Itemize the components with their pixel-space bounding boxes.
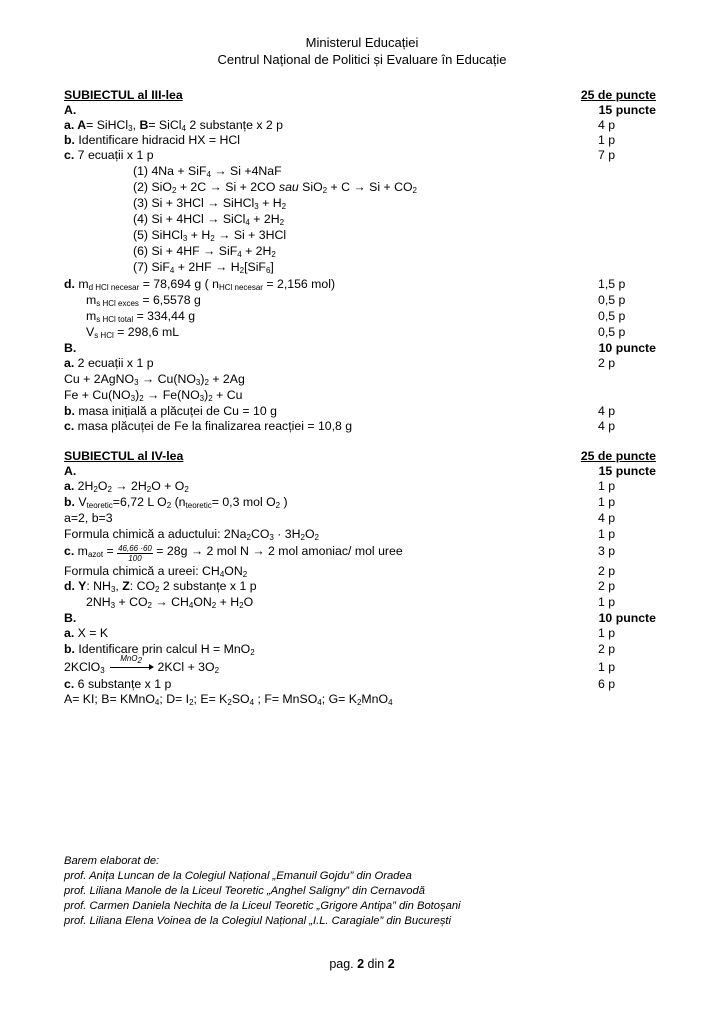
s3-A-row [64, 103, 656, 118]
s4-total: 25 de puncte [580, 449, 656, 463]
text: 2KClO [64, 660, 101, 674]
s4-A-row [64, 464, 656, 479]
text: = 0,3 mol O [211, 495, 276, 509]
item-label: a. [64, 118, 75, 132]
s3-B-row [64, 341, 656, 356]
s4-A-d2-row: $2NH_3 + CO_2 \to CH_4ON_2 + H_2O$ [86, 595, 254, 610]
s3-total: 25 de puncte [580, 88, 656, 102]
text: ; F= MnSO [254, 692, 318, 706]
text: (6) Si + 4HF → SiF [133, 244, 238, 258]
subscript: d HCl necesar [88, 283, 140, 292]
catalyst-arrow [108, 654, 154, 675]
points: 1 p [598, 660, 616, 674]
denominator: 100 [128, 554, 142, 563]
text: SiO [298, 180, 323, 194]
item-label: a. [64, 356, 75, 370]
text: = [103, 544, 118, 558]
s4-B-eq-row: 2KClO$_3$ MnO$_2$ $2KCl + 3O_2$ 1 p [64, 660, 656, 676]
s3-B-eq2: $Fe + Cu(NO_3)_2 \to Fe(NO_3)_2 + Cu$ [64, 388, 243, 403]
points: 4 p [598, 511, 616, 525]
equation-7: (7) $SiF_4 + 2HF \to H_2[SiF_6]$ [133, 260, 274, 275]
points: 1,5 p [598, 277, 626, 291]
text: MnO [361, 692, 389, 706]
text: m [86, 293, 97, 307]
text: + H [258, 196, 282, 210]
points: 2 p [598, 642, 616, 656]
text: 2H [74, 479, 94, 493]
footer-author-2: prof. Liliana Manole de la Liceul Teoretic „Anghel Saligny” din Cernavodă [64, 885, 425, 897]
s4-A-label: A. [64, 464, 77, 478]
text: (3) Si + 3HCl → SiHCl [133, 196, 255, 210]
s3-A-d2-points-row [64, 293, 656, 308]
points: 2 p [598, 579, 616, 593]
text: O [243, 595, 254, 609]
footer-author-1: prof. Anița Luncan de la Colegiul Național „Emanuil Gojdu” din Oradea [64, 870, 412, 882]
header-center: Centrul Național de Politici și Evaluare în Educație [217, 52, 507, 67]
item-label: c. [64, 677, 75, 691]
text: ) [280, 495, 288, 509]
text: = 78,694 g ( n [139, 277, 219, 291]
text: : NH [86, 579, 111, 593]
s3-A-a-row: a. A= SiHCl$_3$, B= SiCl$_4$ 2 substanțe x 2 p 4 p [64, 118, 656, 133]
item-label: c. [64, 544, 75, 558]
text: Formula chimică a aductului: 2Na [64, 527, 247, 541]
s3-title-row [64, 88, 656, 103]
s3-B-points: 10 puncte [598, 341, 656, 355]
item-label: b. [64, 495, 75, 509]
text: 7 ecuații x 1 p [74, 148, 154, 162]
text: pag. [329, 957, 358, 971]
header-ministry: Ministerul Educației [305, 35, 419, 50]
fraction [117, 544, 153, 563]
text: = 28g → 2 mol N → 2 mol amoniac/ mol uree [152, 544, 403, 558]
item-label: d. [64, 277, 75, 291]
text: ; G= K [321, 692, 357, 706]
total-pages: 2 [387, 957, 395, 971]
text: : CO [129, 579, 156, 593]
s4-A-points: 15 puncte [598, 464, 656, 478]
text: A= KI; B= KMnO [64, 692, 155, 706]
text: (5) SiHCl [133, 228, 183, 242]
text: · 3H [273, 527, 301, 541]
text: m [86, 309, 97, 323]
text: → 2H [111, 479, 147, 493]
text: = 6,5578 g [138, 293, 201, 307]
footer-author-3: prof. Carmen Daniela Nechita de la Liceul Teoretic „Grigore Antipa” din Botoșani [64, 900, 461, 912]
s4-B-b-row: b. Identificare prin calcul H = MnO$_2$ 2 p [64, 642, 656, 657]
text: din [364, 957, 388, 971]
text: + 2Ag [208, 372, 245, 386]
text: (4) Si + 4HCl → SiCl [133, 212, 246, 226]
text: m [74, 277, 89, 291]
text: ) [135, 388, 140, 402]
text: + CO [115, 595, 148, 609]
text: O + O [151, 479, 185, 493]
text: = SiCl [148, 118, 182, 132]
points: 3 p [598, 544, 616, 558]
text: O [97, 479, 108, 493]
text: (7) SiF [133, 260, 170, 274]
text: + H [216, 595, 240, 609]
text: = 2,156 mol) [262, 277, 336, 291]
equation-3: (3) Si + 3HCl → SiHCl$_3$ + $H_2$ [133, 196, 287, 211]
points: 1 p [598, 595, 616, 609]
text: → Fe(NO [143, 388, 200, 402]
item-label: a. [64, 479, 75, 493]
points: 0,5 p [598, 293, 626, 307]
s4-A-b2-row [64, 511, 656, 526]
text: Fe + Cu(NO [64, 388, 131, 402]
text: ON [193, 595, 212, 609]
s3-B-b-row [64, 404, 656, 419]
text: SO [231, 692, 250, 706]
text: + C → Si + CO [327, 180, 413, 194]
s4-title-row [64, 449, 656, 464]
text: Cu + 2AgNO [64, 372, 135, 386]
s4-A-b3-row: Formula chimică a aductului: $2Na_2CO_3 \cdot 3H_2O_2$ 1 p [64, 527, 656, 542]
s4-A-c2-row: Formula chimică a ureei: $CH_4ON_2$ 2 p [64, 564, 656, 579]
substance-label: A [74, 118, 87, 132]
arrow-right-icon [110, 667, 152, 668]
s4-title: SUBIECTUL al IV-lea [64, 449, 184, 463]
s3-A-d1-row [64, 277, 656, 292]
s4-B-row [64, 611, 656, 626]
s3-B-c-row [64, 419, 656, 434]
current-page: 2 [357, 957, 365, 971]
text: masa inițială a plăcuței de Cu = 10 g [74, 404, 277, 418]
s4-B-list-row: A= KI; B= KMnO$_4$; $D= I_2$; $E= K_2SO_4$ ; F= MnSO$_4$; $G= K_2MnO_4$ [64, 692, 393, 707]
text: 6 substanțe x 1 p [74, 677, 172, 691]
item-label: b. [64, 133, 75, 147]
text: V [86, 325, 95, 339]
text: = 298,6 mL [113, 325, 180, 339]
text: ; E= K [193, 692, 228, 706]
text: , [115, 579, 123, 593]
s4-B-label: B. [64, 611, 77, 625]
text: a=2, b=3 [64, 511, 113, 525]
text: masa plăcuței de Fe la finalizarea reacției = 10,8 g [74, 419, 353, 433]
item-label: c. [64, 148, 75, 162]
text: 2 substanțe x 2 p [185, 118, 284, 132]
text: → CH [151, 595, 189, 609]
subscript: s HCl [94, 331, 114, 340]
equation-4: (4) Si + 4HCl → SiCl$_4$ + $2H_2$ [133, 212, 285, 227]
text: =6,72 L O [112, 495, 167, 509]
points: 2 p [598, 564, 616, 578]
s3-A-points: 15 puncte [598, 103, 656, 117]
equation-6: (6) $Si + 4HF \to SiF_4 + 2H_2$ [133, 244, 276, 259]
text: sau [278, 180, 299, 194]
text: Identificare hidracid HX = HCl [74, 133, 240, 147]
points: 1 p [598, 626, 616, 640]
subscript: teoretic [86, 501, 113, 510]
s4-B-c-row [64, 677, 656, 692]
text: ) [200, 372, 205, 386]
s4-A-a-row: a. $2H_2O_2 \to 2H_2O + O_2$ 1 p [64, 479, 656, 494]
text: → Si + 3HCl [214, 228, 287, 242]
points: 1 p [598, 527, 616, 541]
s3-A-b-row [64, 133, 656, 148]
points: 1 p [598, 133, 616, 147]
text: + 2C → Si + 2CO [176, 180, 279, 194]
subscript: s HCl total [96, 315, 134, 324]
s4-A-d2-points-row [64, 595, 656, 610]
text: X = K [74, 626, 109, 640]
equation-2: (2) SiO$_2$ + 2C → Si + 2CO sau $SiO_2 + C \to Si + CO_2$ [133, 180, 417, 195]
s3-A-c-row [64, 148, 656, 163]
points: 7 p [598, 148, 616, 162]
text: , [132, 118, 140, 132]
points: 4 p [598, 419, 616, 433]
points: 2 p [598, 356, 616, 370]
item-label: a. [64, 626, 75, 640]
numerator: 46,66 ·60 [118, 544, 152, 553]
text: Formula chimică a ureei: CH [64, 564, 220, 578]
text: 2 ecuații x 1 p [74, 356, 154, 370]
catalyst-formula: MnO [120, 654, 138, 663]
text: + Cu [212, 388, 243, 402]
text: = 334,44 g [133, 309, 196, 323]
text: O [304, 527, 315, 541]
text: [SiF [244, 260, 266, 274]
text: 2 substanțe x 1 p [159, 579, 257, 593]
subscript: azot [87, 550, 104, 559]
footer-intro: Barem elaborat de: [64, 855, 160, 867]
s3-A-label: A. [64, 103, 77, 117]
s3-A-d4-points-row [64, 325, 656, 340]
item-label: b. [64, 642, 75, 656]
substance-label: B [139, 118, 149, 132]
s4-A-d1-row: d. Y: $NH_3$, Z: $CO_2$ 2 substanțe x 1 p 2 p [64, 579, 656, 594]
text: Identificare prin calcul H = MnO [74, 642, 251, 656]
substance-label: Y [74, 579, 87, 593]
text: 2NH [86, 595, 111, 609]
text: (1) 4Na + SiF [133, 164, 207, 178]
points: 4 p [598, 118, 616, 132]
text: ON [224, 564, 243, 578]
points: 4 p [598, 404, 616, 418]
text: → Si +4NaF [210, 164, 282, 178]
text: + 2H [249, 212, 280, 226]
text: + 2H [241, 244, 272, 258]
subscript: HCl necesar [218, 283, 263, 292]
text: CO [250, 527, 270, 541]
text: ; D= I [159, 692, 190, 706]
s3-B-a-row [64, 356, 656, 371]
s3-B-label: B. [64, 341, 77, 355]
points: 6 p [598, 677, 616, 691]
item-label: b. [64, 404, 75, 418]
s3-B-eq1: Cu + 2AgNO$_3$ → $Cu(NO_3)_2 + 2Ag$ [64, 372, 245, 387]
s4-A-c1-row [64, 544, 656, 564]
points: 0,5 p [598, 325, 626, 339]
catalyst: MnO$_2$ [120, 654, 142, 665]
s4-B-a-row [64, 626, 656, 641]
text: (2) SiO [133, 180, 172, 194]
item-label: c. [64, 419, 75, 433]
s4-A-b1-row: b. $V_{teoretic}=6,72$ L $O_2$ ($n_{teoretic}= 0,3$ mol $O_2$ ) 1 p [64, 495, 656, 510]
substance-label: Z [122, 579, 130, 593]
text: m [74, 544, 88, 558]
item-label: d. [64, 579, 75, 593]
text: 2KCl + 3O [154, 660, 215, 674]
text: = SiHCl [86, 118, 129, 132]
text: + 2HF → H [174, 260, 240, 274]
points: 1 p [598, 495, 616, 509]
page-number [0, 957, 724, 971]
text: ) [204, 388, 209, 402]
subscript: s HCl exces [96, 299, 139, 308]
text: ] [270, 260, 274, 274]
s4-B-points: 10 puncte [598, 611, 656, 625]
points: 1 p [598, 479, 616, 493]
text: (n [171, 495, 186, 509]
points: 0,5 p [598, 309, 626, 323]
s3-A-d3-points-row [64, 309, 656, 324]
equation-5: (5) SiHCl$_3$ + $H_2 \to Si + 3HCl$ [133, 228, 287, 243]
text: V [74, 495, 87, 509]
text: → Cu(NO [138, 372, 196, 386]
text: + H [187, 228, 211, 242]
footer-author-4: prof. Liliana Elena Voinea de la Colegiul Național „I.L. Caragiale” din București [64, 915, 452, 927]
subscript: teoretic [185, 501, 212, 510]
s3-title: SUBIECTUL al III-lea [64, 88, 183, 102]
equation-1: (1) 4Na + SiF$_4$ → Si +4NaF [133, 164, 282, 179]
